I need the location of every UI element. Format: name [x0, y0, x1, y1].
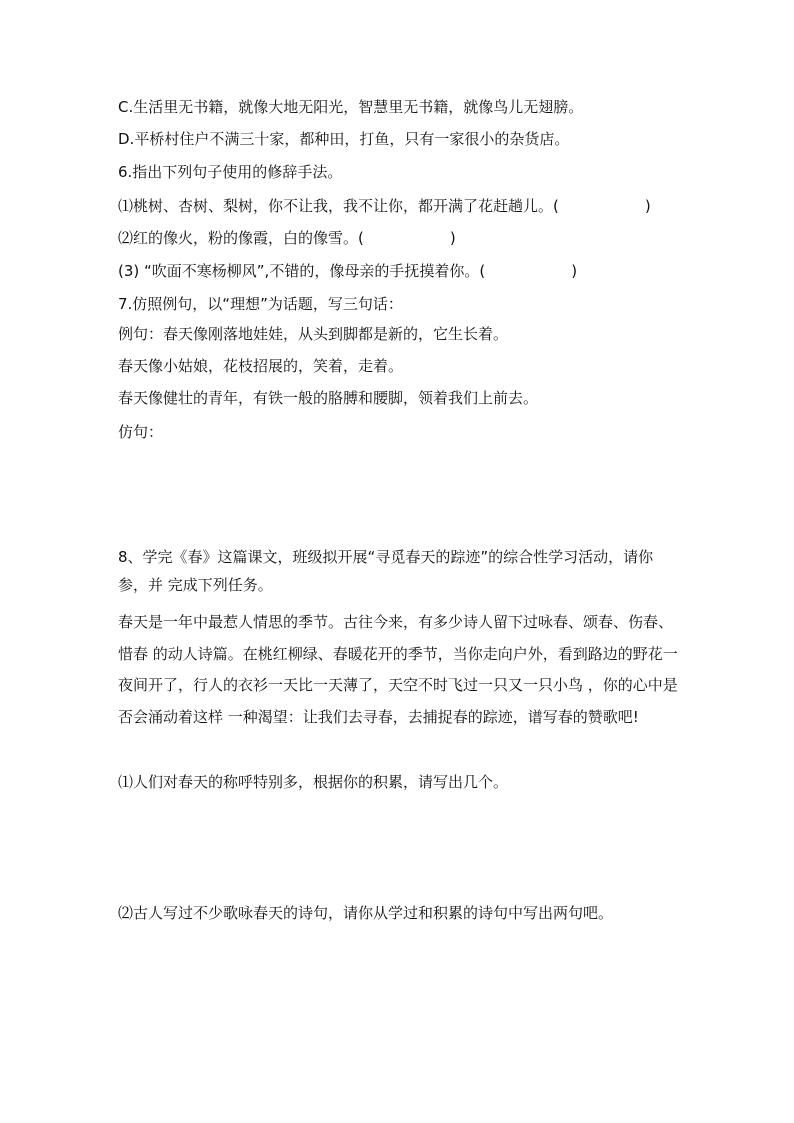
question-6-item-3-text: (3) “吹面不寒杨柳风”,不错的，像母亲的手抚摸着你。( — [118, 262, 486, 280]
example-sentence: 例句：春天像刚落地娃娃，从头到脚都是新的，它生长着。 — [118, 325, 509, 343]
close-paren: ) — [571, 262, 578, 280]
question-6-item-2 — [118, 228, 456, 248]
close-paren: ) — [449, 229, 456, 247]
close-paren: ) — [644, 197, 651, 215]
example-line-2: 春天像小姑娘，花枝招展的，笑着，走着。 — [118, 357, 404, 375]
question-8: 8、学完《春》这篇课文，班级拟开展“寻觅春天的踪迹”的综合性学习活动，请你参，并 完成下列任务。 — [118, 548, 654, 594]
example-line-3: 春天像健壮的青年，有铁一般的胳膊和腰脚，领着我们上前去。 — [118, 389, 539, 407]
question-6-item-3 — [118, 261, 577, 281]
imitation-label: 仿句： — [118, 423, 164, 441]
question-6-item-1-text: ⑴桃树、杏树、梨树，你不让我，我不让你，都开满了花赶趟儿。( — [118, 197, 559, 215]
question-8-task-2: ⑵古人写过不少歌咏春天的诗句，请你从学过和积累的诗句中写出两句吧。 — [118, 904, 614, 922]
option-d: D.平桥村住户不满三十家，都种田，打鱼，只有一家很小的杂货店。 — [118, 130, 570, 148]
option-c: C.生活里无书籍，就像大地无阳光，智慧里无书籍，就像鸟儿无翅膀。 — [118, 98, 584, 116]
question-8-task-1: ⑴人们对春天的称呼特别多，根据你的积累，请写出几个。 — [118, 773, 509, 791]
question-7: 7.仿照例句，以“理想”为话题，写三句话： — [118, 295, 403, 313]
question-6-item-2-text: ⑵红的像火，粉的像霞，白的像雪。( — [118, 229, 364, 247]
question-6: 6.指出下列句子使用的修辞手法。 — [118, 163, 343, 181]
question-6-item-1 — [118, 196, 651, 216]
question-8-passage: 春天是一年中最惹人情思的季节。古往今来，有多少诗人留下过咏春、颂春、伤春、惜春 的动人诗篇。在桃红柳绿、春暖花开的季节，当你走向户外，看到路边的野花一夜间开了，行人的衣衫一天比一天薄了，天空不时飞过一只又一只小鸟 ，你的心中是否会涌动着这样 一种渴望：让我们去寻春，去捕捉春的踪迹，谱写春的赞歌吧! — [118, 613, 678, 726]
